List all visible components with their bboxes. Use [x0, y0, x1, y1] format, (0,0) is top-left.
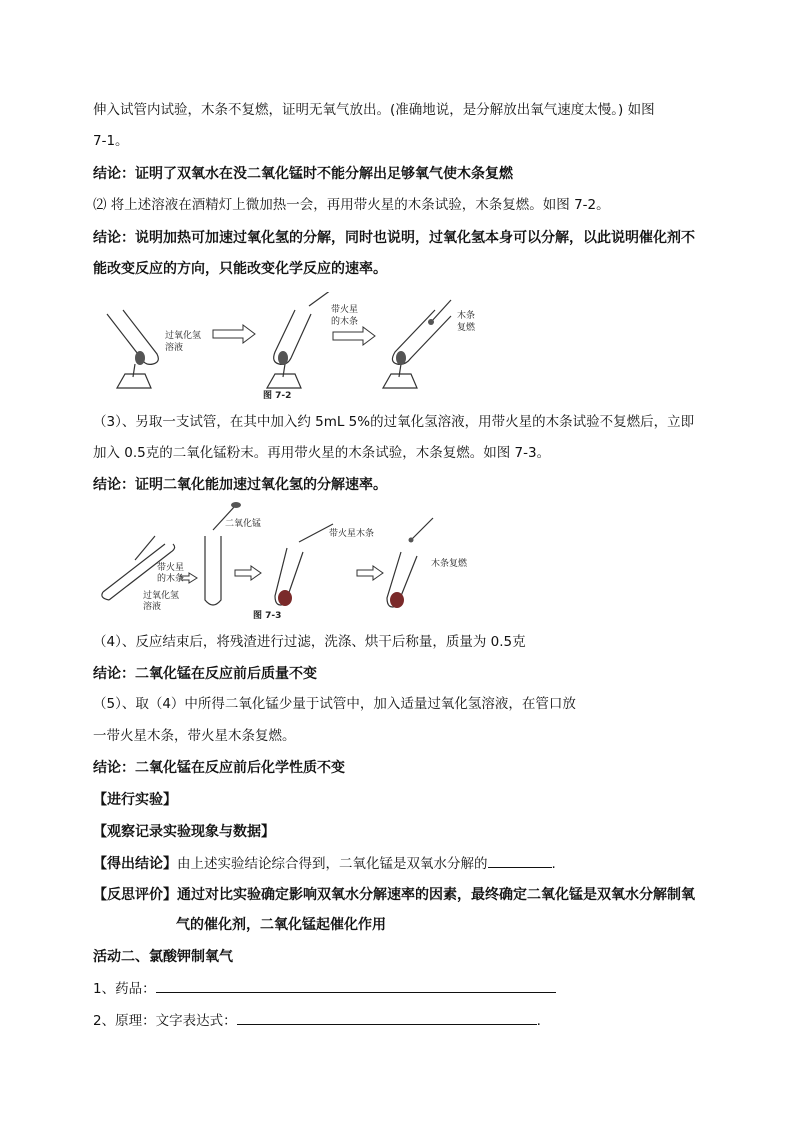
text-line: ⑵ 将上述溶液在酒精灯上微加热一会，再用带火星的木条试验，木条复燃。如图 7-2。 [93, 197, 610, 213]
figure-7-3 [95, 500, 515, 624]
label-result-3b: 复燃 [457, 323, 476, 333]
text-line: （3）、另取一支试管，在其中加入约 5mL 5%的过氧化氢溶液，用带火星的木条试验不复燃后，立即 [93, 414, 695, 430]
section-heading: 【观察记录实验现象与数据】 [93, 824, 275, 840]
conclusion-line: 结论：二氧化锰在反应前后质量不变 [93, 666, 317, 682]
conclusion-text: 由上述实验结论综合得到，二氧化锰是双氧水分解的 [177, 856, 488, 872]
label-stick-2b: 的木条 [331, 317, 359, 327]
conclusion-fill-line [93, 853, 556, 874]
text-line: 伸入试管内试验，木条不复燃，证明无氧气放出。(准确地说，是分解放出氧气速度太慢。) 如图 [93, 102, 655, 118]
arrow-icon [357, 566, 383, 580]
period: . [536, 1013, 541, 1029]
label-result-3a: 木条 [457, 311, 476, 321]
reflection-text: 通过对比实验确定影响双氧水分解速率的因素，最终确定二氧化锰是双氧水分解制氧 [177, 887, 695, 903]
arrow-icon [333, 327, 375, 345]
label-stick-1a: 带火星 [157, 563, 185, 573]
label-solution-1a: 过氧化氢 [165, 331, 202, 341]
drug-label: 1、药品： [93, 981, 156, 997]
text-line: 加入 0.5克的二氧化锰粉末。再用带火星的木条试验，木条复燃。如图 7-3。 [93, 445, 551, 461]
bracket-heading: 【反思评价】 [93, 887, 177, 903]
label-result: 木条复燃 [431, 559, 468, 569]
section-heading: 【进行实验】 [93, 792, 177, 808]
conclusion-line: 结论：说明加热可加速过氧化氢的分解，同时也说明，过氧化氢本身可以分解，以此说明催化剂不 [93, 230, 695, 246]
principle-label: 2、原理：文字表达式： [93, 1013, 237, 1029]
text-line: （4）、反应结束后，将残渣进行过滤，洗涤、烘干后称量，质量为 0.5克 [93, 634, 526, 650]
conclusion-line: 结论：证明二氧化能加速过氧化氢的分解速率。 [93, 477, 387, 493]
label-stick-2a: 带火星 [331, 305, 359, 315]
answer-blank[interactable] [488, 853, 552, 868]
bracket-heading: 【得出结论】 [93, 856, 177, 872]
period: . [551, 856, 556, 872]
arrow-icon [213, 325, 255, 343]
text-line: 7-1。 [93, 133, 129, 149]
label-solution-1b: 溶液 [165, 343, 184, 353]
label-stick-1b: 的木条 [157, 574, 185, 584]
label-solution-1a: 过氧化氢 [143, 591, 180, 601]
figure-caption: 图 7-3 [253, 611, 282, 621]
label-mno2: 二氧化锰 [225, 519, 262, 529]
reflection-continuation: 气的催化剂，二氧化锰起催化作用 [176, 917, 386, 933]
conclusion-line: 能改变反应的方向，只能改变化学反应的速率。 [93, 261, 387, 277]
label-stick-3: 带火星木条 [329, 529, 375, 539]
label-solution-1b: 溶液 [143, 602, 162, 612]
text-line: 一带火星木条，带火星木条复燃。 [93, 728, 296, 744]
activity-heading: 活动二、氯酸钾制氧气 [93, 949, 233, 965]
figure-caption: 图 7-2 [263, 391, 292, 401]
conclusion-line: 结论：二氧化锰在反应前后化学性质不变 [93, 760, 345, 776]
drug-blank[interactable] [156, 978, 556, 993]
principle-line [93, 1010, 541, 1031]
figure-7-2 [95, 292, 515, 402]
conclusion-line: 结论：证明了双氧水在没二氧化锰时不能分解出足够氧气使木条复燃 [93, 166, 513, 182]
reflection-line [93, 885, 695, 905]
principle-blank[interactable] [237, 1010, 537, 1025]
text-line: （5）、取（4）中所得二氧化锰少量于试管中，加入适量过氧化氢溶液，在管口放 [93, 696, 576, 712]
drug-line [93, 978, 556, 999]
arrow-icon [235, 566, 261, 580]
